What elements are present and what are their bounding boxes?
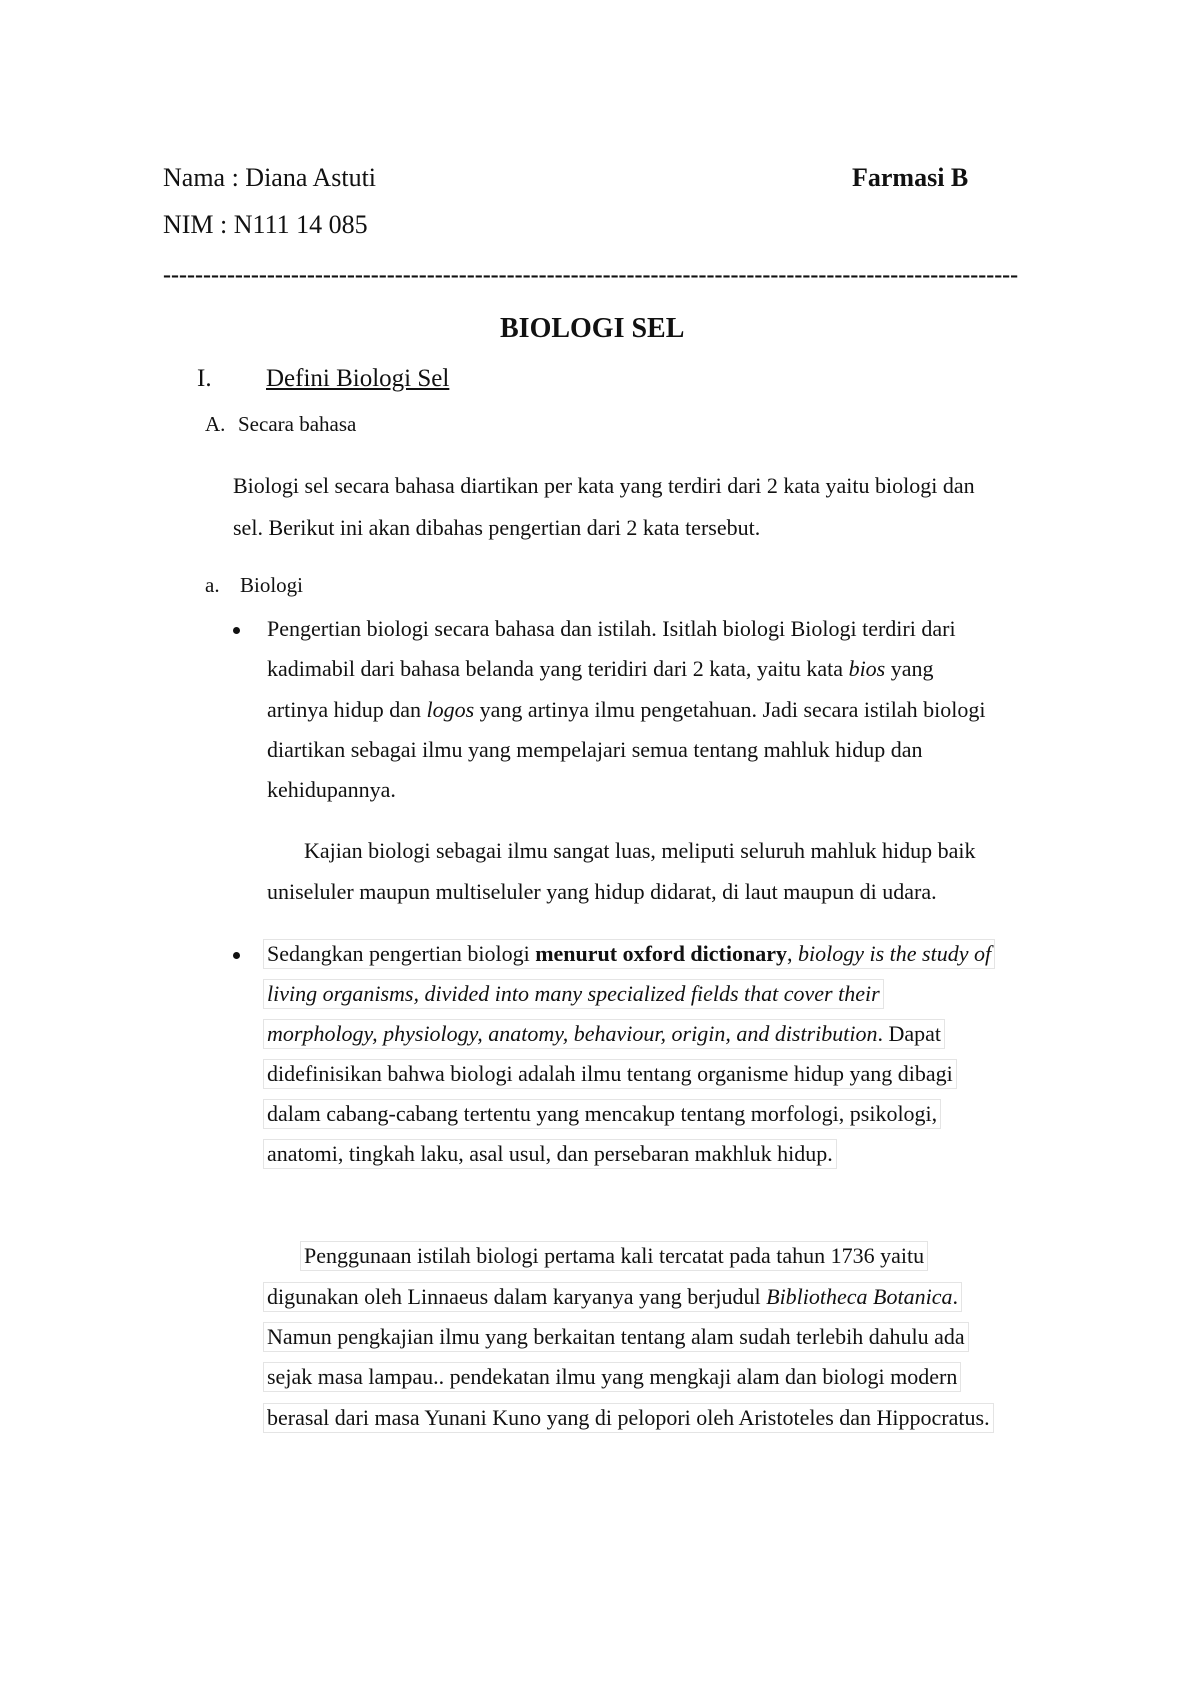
intro-line: Biologi sel secara bahasa diartikan per kata yang terdiri dari 2 kata yaitu biologi dan — [233, 473, 975, 498]
bullet2-line: anatomi, tingkah laku, asal usul, dan persebaran makhluk hidup. — [267, 1141, 833, 1166]
bullet2-line: dalam cabang-cabang tertentu yang mencakup tentang morfologi, psikologi, — [267, 1101, 938, 1126]
text-segment: kadimabil dari bahasa belanda yang teridiri dari 2 kata, yaitu kata — [267, 656, 849, 681]
class-label: Farmasi B — [852, 163, 969, 192]
kajian-line: uniseluler maupun multiseluler yang hidup didarat, di laut maupun di udara. — [267, 879, 937, 904]
text-segment: yang — [885, 656, 934, 681]
bullet2-line — [267, 1023, 941, 1045]
source-name: menurut oxford dictionary — [535, 941, 787, 966]
history-line: Namun pengkajian ilmu yang berkaitan tentang alam sudah terlebih dahulu ada — [267, 1324, 965, 1349]
student-nim: NIM : N111 14 085 — [163, 210, 368, 239]
bullet1-line: kehidupannya. — [267, 777, 396, 802]
quoted-definition: morphology, physiology, anatomy, behaviour, origin, and distribution — [267, 1021, 878, 1046]
history-line: berasal dari masa Yunani Kuno yang di pelopori oleh Aristoteles dan Hippocratus. — [267, 1405, 990, 1430]
bullet-marker — [233, 627, 240, 634]
history-line — [267, 1286, 958, 1308]
student-name: Nama : Diana Astuti — [163, 163, 377, 192]
term-bios: bios — [848, 656, 886, 681]
item-heading: Biologi — [240, 573, 304, 597]
intro-line: sel. Berikut ini akan dibahas pengertian dari 2 kata tersebut. — [233, 515, 761, 540]
bullet2-line — [267, 943, 991, 965]
bullet1-line — [267, 699, 986, 721]
quoted-definition: biology is the study of — [797, 941, 992, 966]
bullet1-line — [267, 618, 956, 640]
text-segment: , — [786, 941, 798, 966]
book-title: Bibliotheca Botanica — [766, 1284, 953, 1309]
bullet1-line — [267, 658, 934, 680]
text-segment: artinya hidup dan — [267, 697, 427, 722]
text-segment: yang artinya ilmu pengetahuan. Jadi secara istilah biologi — [474, 697, 986, 722]
text-segment: Pengertian biologi secara bahasa dan istilah. Isitlah biologi Biologi terdiri dari — [267, 616, 956, 641]
history-line: sejak masa lampau.. pendekatan ilmu yang mengkaji alam dan biologi modern — [267, 1364, 958, 1389]
kajian-line: Kajian biologi sebagai ilmu sangat luas, meliputi seluruh mahluk hidup baik — [304, 838, 976, 863]
bullet-marker — [233, 952, 240, 959]
section-number: I. — [197, 365, 212, 392]
text-segment: . — [952, 1284, 958, 1309]
subsection-heading: Secara bahasa — [238, 412, 357, 436]
separator-line: ----------------------------------------------------------------------------------------------------------- — [163, 262, 1019, 288]
page-title: BIOLOGI SEL — [500, 313, 685, 344]
term-logos: logos — [426, 697, 475, 722]
history-line: Penggunaan istilah biologi pertama kali tercatat pada tahun 1736 yaitu — [304, 1243, 925, 1268]
bullet2-line: living organisms, divided into many specialized fields that cover their — [267, 981, 880, 1006]
item-label: a. — [205, 573, 220, 597]
subsection-label: A. — [205, 412, 226, 436]
bullet2-line: didefinisikan bahwa biologi adalah ilmu tentang organisme hidup yang dibagi — [267, 1061, 953, 1086]
bullet1-line: diartikan sebagai ilmu yang mempelajari semua tentang mahluk hidup dan — [267, 737, 923, 762]
section-heading: Defini Biologi Sel — [266, 365, 450, 392]
text-segment: Sedangkan pengertian biologi — [267, 941, 536, 966]
text-segment: digunakan oleh Linnaeus dalam karyanya yang berjudul — [267, 1284, 767, 1309]
text-segment: . Dapat — [877, 1021, 942, 1046]
